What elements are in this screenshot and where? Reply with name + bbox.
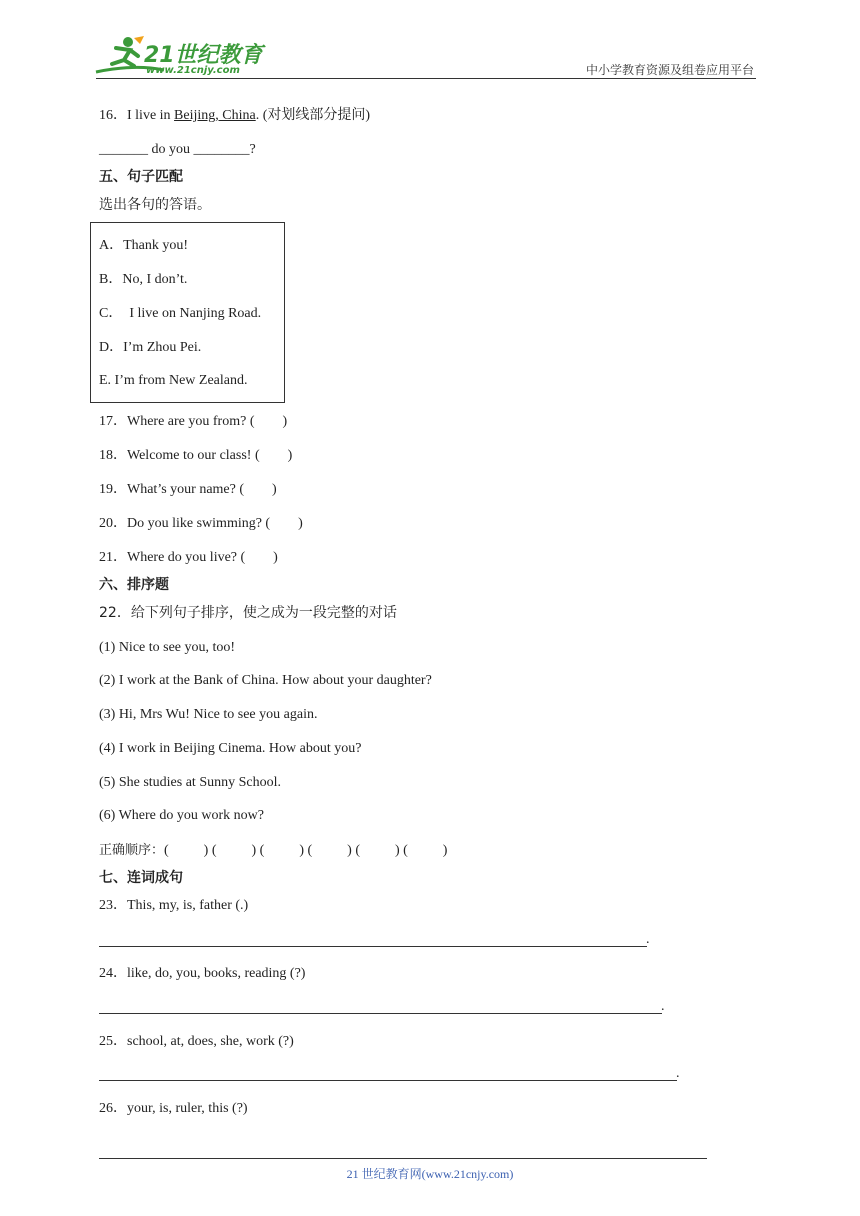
order-blanks[interactable]: ( ) ( ) ( ) ( ) ( ) ( ) bbox=[164, 843, 448, 858]
order-label: 正确顺序： bbox=[99, 843, 165, 858]
question-text: school, at, does, she, work (?) bbox=[127, 1034, 294, 1049]
section-title: 六、排序题 bbox=[99, 577, 169, 593]
question-number: 23． bbox=[99, 898, 127, 913]
header-divider bbox=[96, 78, 756, 79]
question-number: 20． bbox=[99, 516, 127, 531]
question-text: like, do, you, books, reading (?) bbox=[127, 966, 306, 981]
question-25 bbox=[99, 1033, 294, 1051]
answer-line[interactable] bbox=[99, 1080, 677, 1081]
question-number: 22． bbox=[99, 605, 131, 621]
site-logo bbox=[94, 34, 264, 78]
question-number: 19． bbox=[99, 482, 127, 497]
dialogue-sentence: (3) Hi, Mrs Wu! Nice to see you again. bbox=[99, 707, 318, 722]
answer-blank-line[interactable]: _______ do you ________? bbox=[99, 142, 256, 157]
logo-text: 21世纪教育 bbox=[144, 43, 263, 68]
question-20[interactable] bbox=[99, 515, 303, 533]
question-number: 16． bbox=[99, 108, 127, 123]
question-number: 21． bbox=[99, 550, 127, 565]
question-text: Where are you from? ( ) bbox=[127, 414, 288, 429]
question-22 bbox=[99, 604, 397, 622]
option-item: A．Thank you! bbox=[99, 238, 189, 253]
question-17[interactable] bbox=[99, 413, 287, 431]
site-tagline: 中小学教育资源及组卷应用平台 bbox=[585, 63, 754, 77]
question-23 bbox=[99, 897, 248, 915]
dialogue-sentence: (5) She studies at Sunny School. bbox=[99, 775, 281, 790]
section-title: 五、句子匹配 bbox=[99, 169, 183, 185]
dialogue-sentence: (2) I work at the Bank of China. How about your daughter? bbox=[99, 673, 432, 688]
question-16 bbox=[99, 107, 370, 125]
question-number: 18． bbox=[99, 448, 127, 463]
question-number: 24． bbox=[99, 966, 127, 981]
question-text: Do you like swimming? ( ) bbox=[127, 516, 303, 531]
question-text-pre: I live in bbox=[127, 108, 175, 123]
dialogue-sentence: (6) Where do you work now? bbox=[99, 808, 264, 823]
dialogue-sentence: (4) I work in Beijing Cinema. How about you? bbox=[99, 741, 362, 756]
option-item: B．No, I don’t. bbox=[99, 272, 188, 287]
question-26 bbox=[99, 1100, 248, 1118]
question-text: your, is, ruler, this (?) bbox=[127, 1101, 248, 1116]
question-text: 给下列句子排序，使之成为一段完整的对话 bbox=[130, 605, 397, 621]
section-instruction: 选出各句的答语。 bbox=[99, 197, 211, 213]
section-title: 七、连词成句 bbox=[99, 870, 183, 886]
logo-url: www.21cnjy.com bbox=[146, 65, 240, 76]
question-number: 25． bbox=[99, 1034, 127, 1049]
answer-line-end: . bbox=[646, 932, 650, 947]
question-21[interactable] bbox=[99, 549, 278, 567]
question-24 bbox=[99, 965, 305, 983]
question-19[interactable] bbox=[99, 481, 277, 499]
question-text: Where do you live? ( ) bbox=[127, 550, 278, 565]
question-text: What’s your name? ( ) bbox=[127, 482, 277, 497]
answer-line[interactable] bbox=[99, 946, 647, 947]
question-18[interactable] bbox=[99, 447, 292, 465]
question-text-post: . (对划线部分提问) bbox=[255, 108, 371, 123]
question-text: This, my, is, father (.) bbox=[127, 898, 249, 913]
option-item: E. I’m from New Zealand. bbox=[99, 373, 248, 388]
answer-line-end: . bbox=[676, 1066, 680, 1081]
option-item: D．I’m Zhou Pei. bbox=[99, 340, 202, 355]
answer-line-end: . bbox=[661, 999, 665, 1014]
question-text: Welcome to our class! ( ) bbox=[127, 448, 293, 463]
underlined-phrase: Beijing, China bbox=[174, 108, 256, 123]
question-number: 26． bbox=[99, 1101, 127, 1116]
footer-text: 21 世纪教育网(www.21cnjy.com) bbox=[346, 1167, 514, 1181]
answer-line[interactable] bbox=[99, 1158, 707, 1159]
dialogue-sentence: (1) Nice to see you, too! bbox=[99, 640, 236, 655]
question-number: 17． bbox=[99, 414, 127, 429]
order-answer-row[interactable] bbox=[99, 842, 447, 860]
option-item: C． I live on Nanjing Road. bbox=[99, 306, 262, 321]
answer-line[interactable] bbox=[99, 1013, 662, 1014]
